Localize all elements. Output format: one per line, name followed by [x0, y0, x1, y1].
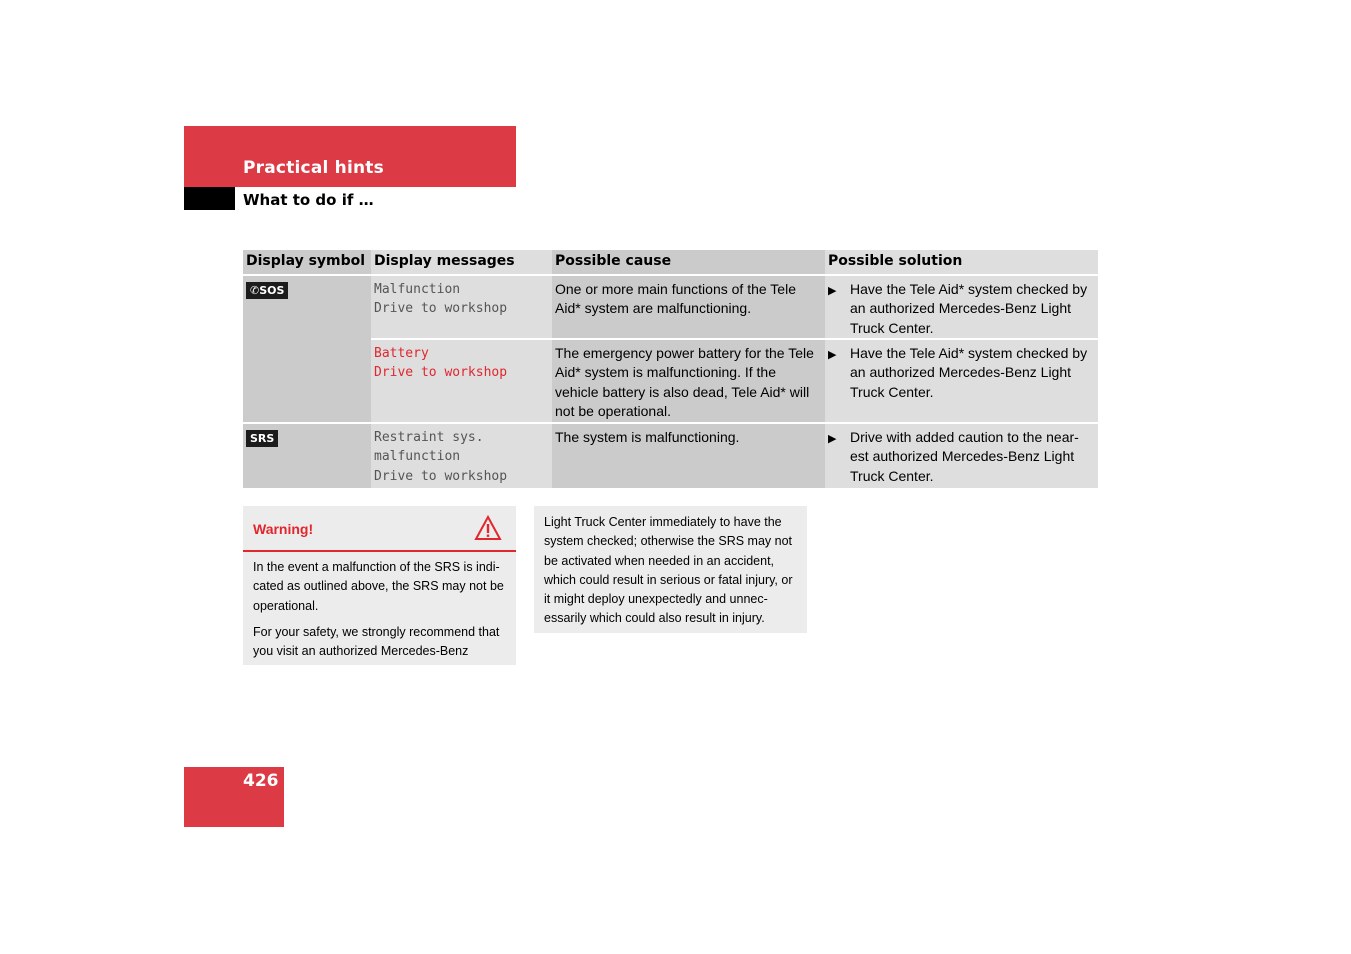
warning-paragraph: For your safety, we strongly recommend that you visit an authorized Mercedes-Benz [253, 624, 500, 659]
message-line: malfunction [374, 449, 461, 465]
warning-continuation-box [534, 506, 807, 633]
warning-paragraph: In the event a malfunction of the SRS is indi-cated as outlined above, the SRS may not be operational. [253, 560, 504, 613]
messages-cell [371, 424, 552, 488]
subsection-title: What to do if … [243, 191, 374, 209]
solution-cell [825, 424, 1098, 488]
warning-label: Warning! [253, 521, 314, 537]
section-marker [184, 187, 235, 210]
warning-triangle-icon [474, 515, 502, 541]
solution-text: Drive with added caution to the near-est authorized Mercedes-Benz Light Truck Center. [850, 429, 1079, 484]
cause-cell: One or more main functions of the Tele Aid* system are malfunctioning. [552, 276, 825, 340]
symbol-cell-sos [243, 276, 371, 424]
header-display-symbol: Display symbol [243, 250, 371, 276]
solution-cell [825, 340, 1098, 424]
sos-phone-icon: ✆SOS [246, 282, 288, 299]
cause-cell: The emergency power battery for the Tele Aid* system is malfunctioning. If the vehicle battery is also dead, Tele Aid* will not be operational. [552, 340, 825, 424]
solution-cell [825, 276, 1098, 340]
srs-symbol-icon: SRS [246, 430, 278, 447]
solution-text: Have the Tele Aid* system checked by an authorized Mercedes-Benz Light Truck Center. [850, 281, 1088, 336]
message-line: Restraint sys. [374, 430, 484, 445]
header-possible-cause: Possible cause [552, 250, 825, 276]
header-display-messages: Display messages [371, 250, 552, 276]
bullet-arrow-icon: ▶ [828, 349, 837, 361]
sos-rows [371, 276, 1098, 424]
table-header-row [243, 250, 1098, 276]
table-row-group-sos [243, 276, 1098, 424]
table-row [371, 340, 1098, 424]
messages-cell [371, 276, 552, 340]
table-row [371, 276, 1098, 340]
cause-cell: The system is malfunctioning. [552, 424, 825, 488]
message-line: Drive to workshop [374, 468, 508, 484]
section-title: Practical hints [243, 158, 384, 178]
bullet-arrow-icon: ▶ [828, 433, 837, 445]
warning-header [243, 506, 516, 552]
warning-continuation-text: Light Truck Center immediately to have the system checked; otherwise the SRS may not be activated when needed in an accident, which could result in serious or fatal injury, or it might deploy unexpectedly and unnec-essarily which could also result in injury. [544, 515, 793, 626]
bullet-arrow-icon: ▶ [828, 285, 837, 297]
warning-box [243, 506, 516, 665]
sos-symbol-label: SOS [259, 284, 285, 297]
page-number: 426 [243, 771, 279, 791]
table-row [243, 424, 1098, 488]
solution-text: Have the Tele Aid* system checked by an authorized Mercedes-Benz Light Truck Center. [850, 345, 1088, 400]
message-line: Drive to workshop [374, 301, 508, 317]
messages-cell [371, 340, 552, 424]
message-line: Malfunction [374, 282, 461, 297]
troubleshooting-table [243, 250, 1098, 488]
message-line: Drive to workshop [374, 365, 508, 381]
header-possible-solution: Possible solution [825, 250, 1098, 276]
symbol-cell-srs [243, 424, 371, 488]
warning-text [243, 552, 516, 661]
message-line: Battery [374, 346, 429, 361]
